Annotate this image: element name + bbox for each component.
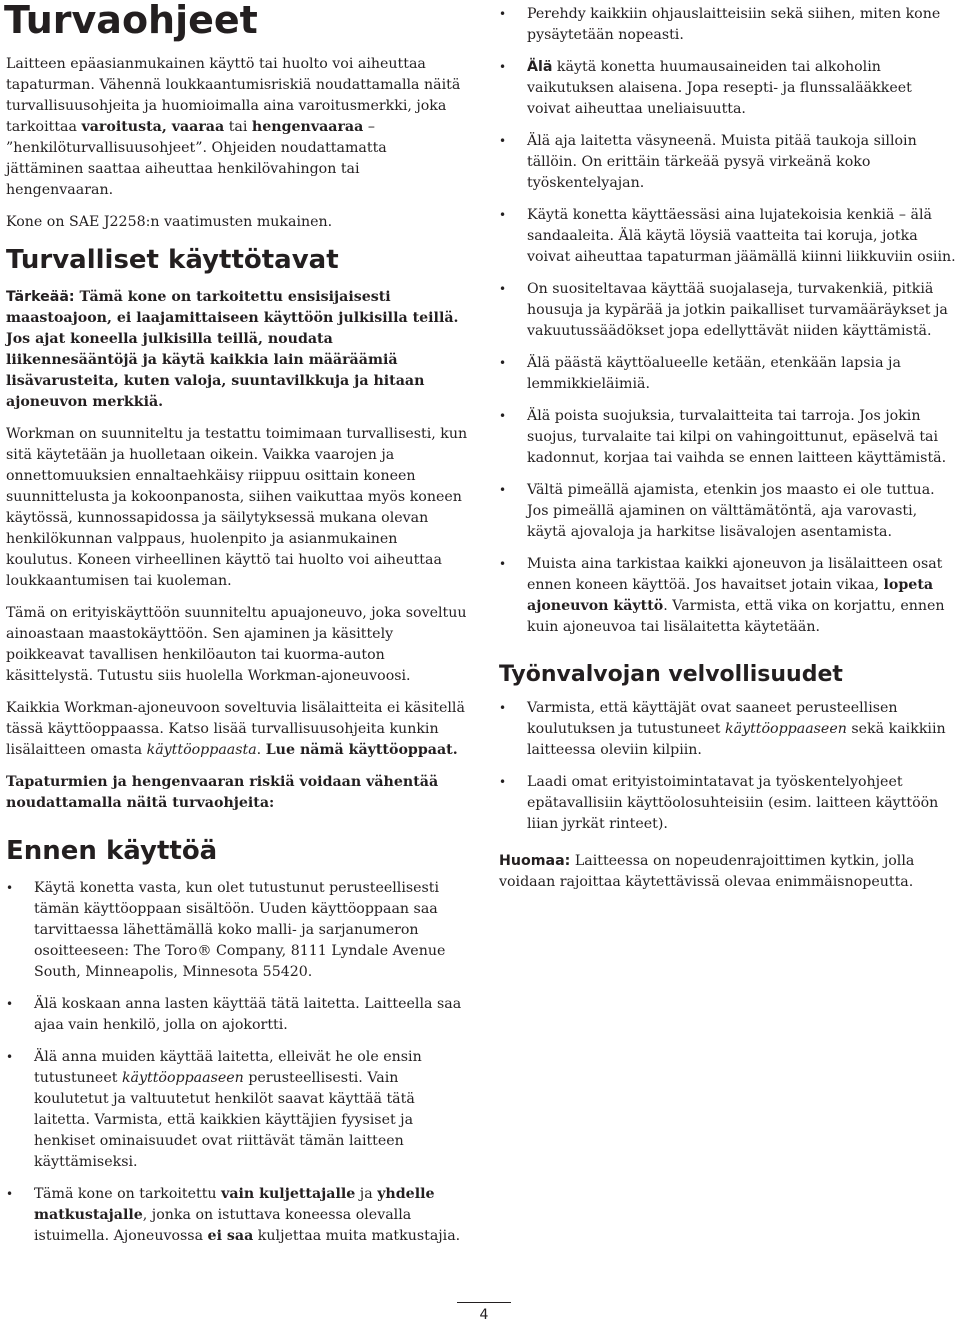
list-item xyxy=(499,406,957,469)
list-item xyxy=(6,994,468,1036)
bullet-icon: • xyxy=(499,409,507,423)
list-item xyxy=(499,772,957,835)
bullet-icon: • xyxy=(499,208,507,222)
bullet-icon: • xyxy=(499,282,507,296)
reduce-risk-paragraph: Tapaturmien ja hengenvaaran riskiä voidaan vähentää noudattamalla näitä turvaohjeita: xyxy=(6,774,439,811)
italic-run: käyttöoppaaseen xyxy=(121,1070,244,1086)
bold-run: yhdelle matkustajalle xyxy=(34,1186,435,1223)
bullet-icon: • xyxy=(499,701,507,715)
list-item xyxy=(6,878,468,983)
italic-run: käyttöoppaaseen xyxy=(725,721,847,737)
text-run: Perehdy kaikkiin ohjauslaitteisiin sekä siihen, miten kone pysäytetään nopeasti. xyxy=(527,6,941,43)
italic-run: käyttöoppaasta xyxy=(146,742,257,758)
right-column xyxy=(499,4,957,904)
text-run: käytä konetta huumausaineiden tai alkoholin vaikutuksen alaisena. Jopa resepti- ja flunssalääkkeet voivat aiheuttaa uneliaisuutta. xyxy=(527,59,912,117)
special-vehicle-paragraph: Tämä on erityiskäyttöön suunniteltu apuajoneuvo, joka soveltuu ainoastaan maastokäyttöön. Sen ajaminen ja käsittely poikkeavat tavallisen henkilöauton tai kuorma-auton käsittelystä. Tutustu siis huolella Workman-ajoneuvoosi. xyxy=(6,605,467,684)
supervisor-list xyxy=(499,698,957,835)
list-item xyxy=(499,131,957,194)
list-item xyxy=(499,205,957,268)
left-column xyxy=(6,0,468,1258)
list-item xyxy=(6,1184,468,1247)
before-use-heading: Ennen käyttöä xyxy=(6,836,218,866)
bullet-icon: • xyxy=(499,557,507,571)
bullet-icon: • xyxy=(499,60,507,74)
sae-paragraph: Kone on SAE J2258:n vaatimusten mukainen. xyxy=(6,214,333,230)
page-title: Turvaohjeet xyxy=(4,0,258,42)
list-item xyxy=(499,554,957,638)
text-run: Kaikkia Workman-ajoneuvoon soveltuvia lisälaitteita ei käsitellä tässä käyttöoppaassa. Katso lisää turvallisuusohjeita kunkin lisälaitteen omasta xyxy=(6,700,465,758)
bullet-icon: • xyxy=(499,356,507,370)
text-run: tai xyxy=(224,119,252,135)
text-run: Käytä konetta käyttäessäsi aina lujatekoisia kenkiä – älä sandaaleita. Älä käytä löysiä vaatteita tai koruja, jotka voivat aiheuttaa tapaturman jäämällä kiinni liikkuviin osiin. xyxy=(527,207,956,265)
text-run: Varmista, että käyttäjät ovat saaneet perusteellisen koulutuksen ja tutustuneet xyxy=(527,700,898,737)
bullet-icon: • xyxy=(6,1050,14,1064)
important-text: Tämä kone on tarkoitettu ensisijaisesti maastoajoon, ei laajamittaiseen käyttöön julkisilla teillä. Jos ajat koneella julkisilla teillä, noudata liikennesääntöjä ja käytä kaikkia lain määräämiä lisävarusteita, kuten valoja, suuntavilkkuja ja hitaan ajoneuvon merkkiä. xyxy=(6,289,459,410)
bullet-icon: • xyxy=(499,134,507,148)
list-item xyxy=(499,480,957,543)
bullet-icon: • xyxy=(6,997,14,1011)
text-run: Älä koskaan anna lasten käyttää tätä laitetta. Laitteella saa ajaa vain henkilö, jolla on ajokortti. xyxy=(34,996,462,1033)
text-run: Tämä kone on tarkoitettu xyxy=(34,1186,222,1202)
list-item xyxy=(6,1047,468,1173)
intro-paragraph xyxy=(6,54,468,201)
text-run: sekä kaikkiin laitteessa oleviin kilpiin. xyxy=(527,721,946,758)
operation-list xyxy=(499,4,957,638)
bold-run: lopeta ajoneuvon käyttö xyxy=(527,577,934,614)
speed-limiter-note xyxy=(499,851,957,893)
text-run: Käytä konetta vasta, kun olet tutustunut perusteellisesti tämän käyttöoppaan sisältöön. Uuden käyttöoppaan saa tarvittaessa lähettämällä koko malli- ja sarjanumeron osoitteeseen: The Toro® Company, 8111 Lyndale Avenue South, Minneapolis, Minnesota 55420. xyxy=(34,880,446,980)
text-run: . xyxy=(256,742,266,758)
text-run: Älä aja laitetta väsyneenä. Muista pitää taukoja silloin tällöin. On erittäin tärkeää pysyä virkeänä koko työskentelyajan. xyxy=(527,133,917,191)
text-run: Vältä pimeällä ajamista, etenkin jos maasto ei ole tuttua. Jos pimeällä ajaminen on välttämätöntä, aja varovasti, käytä ajovaloja ja harkitse lisävalojen asentamista. xyxy=(527,482,935,540)
list-item xyxy=(499,57,957,120)
text-run: perusteellisesti. Vain koulutetut ja valtuutetut henkilöt saavat käyttää tätä laitetta. Varmista, että kaikkien käyttäjien fyysiset ja henkiset ominaisuudet ovat riittävät tämän laitteen käyttämiseksi. xyxy=(34,1070,415,1170)
supervisor-heading: Työnvalvojan velvollisuudet xyxy=(499,662,843,687)
list-item xyxy=(499,4,957,46)
text-run: kuljettaa muita matkustajia. xyxy=(253,1228,461,1244)
text-run: , jonka on istuttava koneessa olevalla istuimella. Ajoneuvossa xyxy=(34,1207,412,1244)
list-item xyxy=(499,279,957,342)
text-run: Laadi omat erityistoimintatavat ja työskentelyohjeet epätavallisiin käyttöolosuhteisiin (esim. laitteen käyttöön liian jyrkät rinteet). xyxy=(527,774,939,832)
important-label: Tärkeää: xyxy=(6,289,75,305)
text-run: Älä poista suojuksia, turvalaitteita tai tarroja. Jos jokin suojus, turvalaite tai kilpi on vahingoittunut, epäselvä tai kadonnut, korjaa tai vaihda se ennen laitteen käyttämistä. xyxy=(527,408,947,466)
text-run: – ”henkilöturvallisuusohjeet”. Ohjeiden noudattamatta jättäminen saattaa aiheuttaa henkilövahingon tai hengenvaaran. xyxy=(6,119,387,198)
bullet-icon: • xyxy=(499,775,507,789)
text-run: Muista aina tarkistaa kaikki ajoneuvon ja lisälaitteen osat ennen koneen käyttöä. Jos havaitset jotain vikaa, xyxy=(527,556,943,593)
bold-run: vain kuljettajalle xyxy=(221,1186,356,1202)
safe-use-heading: Turvalliset käyttötavat xyxy=(6,245,339,275)
bold-run: Älä xyxy=(527,59,553,75)
bullet-icon: • xyxy=(499,483,507,497)
important-notice xyxy=(6,287,468,413)
bold-run: ei saa xyxy=(207,1228,254,1244)
note-text: Laitteessa on nopeudenrajoittimen kytkin, jolla voidaan rajoittaa käytettävissä olevaa enimmäisnopeutta. xyxy=(499,853,915,890)
workman-paragraph: Workman on suunniteltu ja testattu toimimaan turvallisesti, kun sitä käytetään ja huolletaan oikein. Vaikka vaarojen ja onnettomuuksien ennaltaehkäisy riippuu osittain koneen suunnittelusta ja kokoonpanosta, siihen vaikuttaa myös koneen käytössä, kunnossapidossa ja säilytyksessä mukana olevan henkilökunnan valppaus, huolenpito ja asianmukainen koulutus. Koneen virheellinen käyttö tai huolto voi aiheuttaa loukkaantumisen tai kuoleman. xyxy=(6,426,468,589)
accessories-paragraph xyxy=(6,698,468,761)
bold-run: hengenvaaraa xyxy=(251,119,364,135)
text-run: ja xyxy=(355,1186,378,1202)
note-label: Huomaa: xyxy=(499,853,571,869)
bullet-icon: • xyxy=(6,1187,14,1201)
list-item xyxy=(499,698,957,761)
text-run: Älä päästä käyttöalueelle ketään, etenkään lapsia ja lemmikkieläimiä. xyxy=(527,355,901,392)
text-run: Laitteen epäasianmukainen käyttö tai huolto voi aiheuttaa tapaturman. Vähennä loukkaantumisriskiä noudattamalla näitä turvallisuusohjeita ja huomioimalla aina varoitusmerkki, joka tarkoittaa xyxy=(6,56,461,135)
list-item xyxy=(499,353,957,395)
text-run: Älä anna muiden käyttää laitetta, elleivät he ole ensin tutustuneet xyxy=(34,1049,422,1086)
before-use-list xyxy=(6,878,468,1247)
text-run: On suositeltavaa käyttää suojalaseja, turvakenkiä, pitkiä housuja ja kypärää ja jotkin paikalliset turvamääräykset ja vakuutussäädökset jopa edellyttävät niiden käyttämistä. xyxy=(527,281,948,339)
text-run: . Varmista, että vika on korjattu, ennen kuin ajoneuvoa tai lisälaitetta käytetään. xyxy=(527,598,945,635)
bold-run: Lue nämä käyttöoppaat. xyxy=(265,742,458,758)
page-number: 4 xyxy=(457,1302,511,1323)
bold-run: varoitusta, vaaraa xyxy=(81,119,225,135)
bullet-icon: • xyxy=(499,7,507,21)
bullet-icon: • xyxy=(6,881,14,895)
